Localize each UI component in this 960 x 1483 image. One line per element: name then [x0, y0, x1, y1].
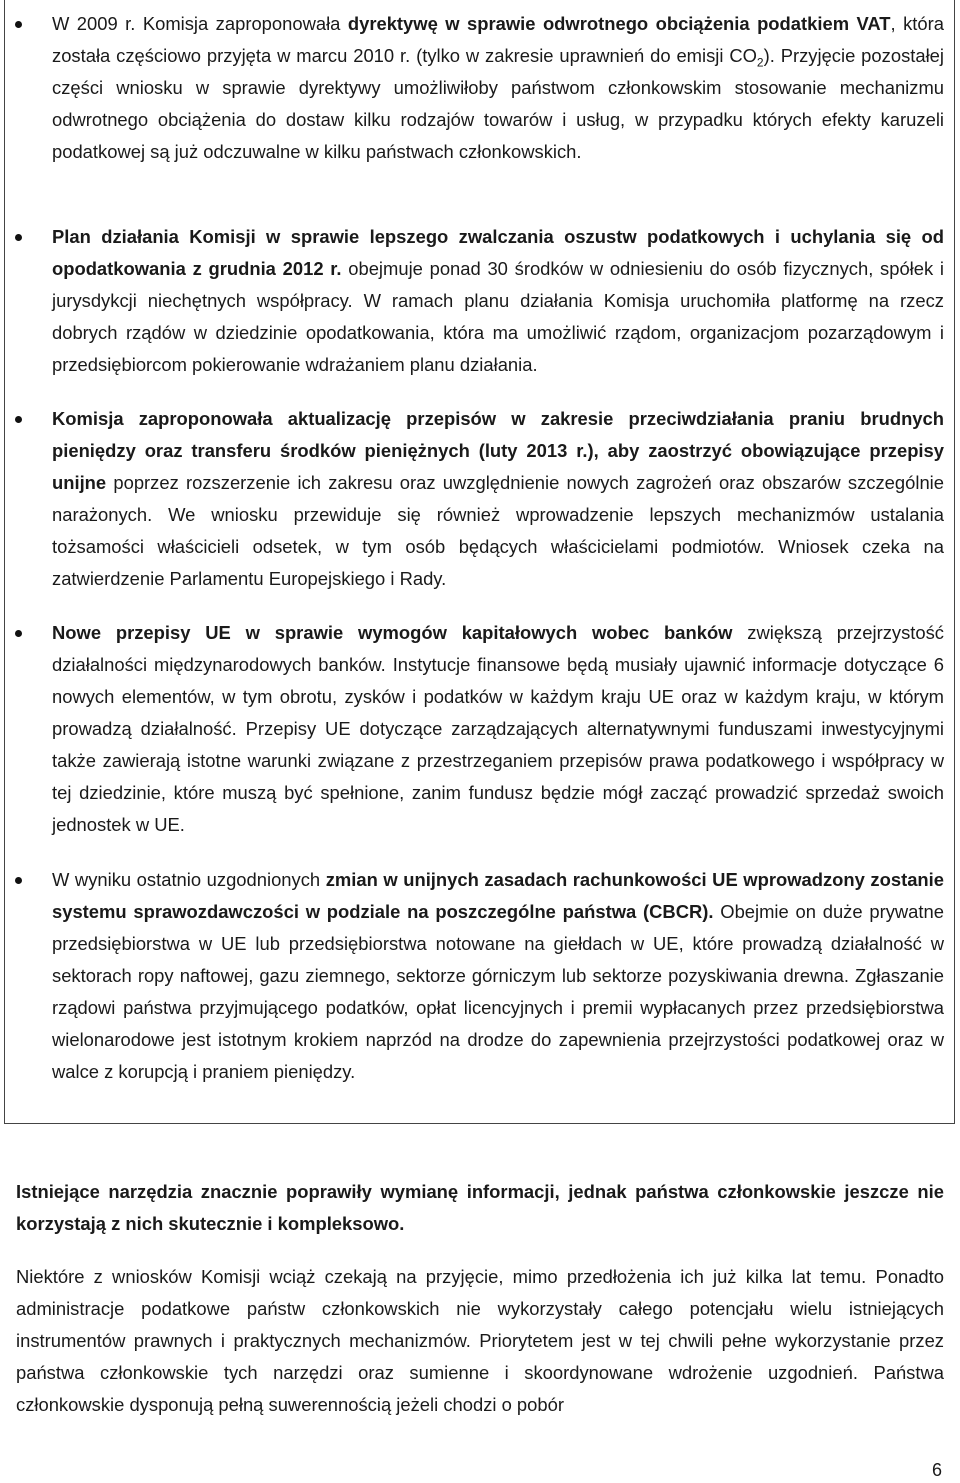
- body-paragraph: Niektóre z wniosków Komisji wciąż czekają na przyjęcie, mimo przedłożenia ich już kilka lat temu. Ponadto administracje podatkowe państw członkowskich nie wykorzystały całego potencjału wielu istniejących instrumentów prawnych i praktycznych mechanizmów. Priorytetem jest w tej chwili pełne wykorzystanie przez państwa członkowskie tych narzędzi oraz sumienne i skoordynowane wdrożenie uzgodnień. Państwa członkowskie dysponują pełną suwerennością jeżeli chodzi o pobór: [16, 1266, 944, 1415]
- bullet-dot-icon: [15, 234, 22, 241]
- bullet-dot-icon: [15, 630, 22, 637]
- bullet-text: [52, 8, 944, 168]
- text-run: Obejmie on duże prywatne przedsiębiorstwa w UE lub przedsiębiorstwa notowane na giełdach w UE, które prowadzą działalność w sektorach ropy naftowej, gazu ziemnego, sektorze górniczym lub sektorze pozyskiwania drewna. Zgłaszanie rządowi państwa przyjmującego podatków, opłat licencyjnych i premii wypłacanych przez przedsiębiorstwa wielonarodowe jest istotnym krokiem naprzód na drodze do zapewnienia przejrzystości podatkowej oraz w walce z korupcją i praniem pieniędzy.: [52, 901, 944, 1082]
- text-run: ). Przyjęcie pozostałej części wniosku w sprawie dyrektywy umożliwiłoby państwom członkowskim stosowanie mechanizmu odwrotnego obciążenia do dostaw kilku rodzajów towarów i usług, w przypadku których efekty karuzeli podatkowej są już odczuwalne w kilku państwach członkowskich.: [52, 45, 944, 162]
- text-run: poprzez rozszerzenie ich zakresu oraz uwzględnienie nowych zagrożeń oraz obszarów szczególnie narażonych. We wniosku przewiduje się również wprowadzenie lepszych mechanizmów ustalania tożsamości właścicieli odsetek, w tym osób będących właścicielami podmiotów. Wniosek czeka na zatwierdzenie Parlamentu Europejskiego i Rady.: [52, 472, 944, 589]
- bullet-dot-icon: [15, 416, 22, 423]
- text-run: W 2009 r. Komisja zaproponowała: [52, 13, 348, 34]
- page-number: 6: [931, 1460, 942, 1480]
- bold-text-run: Nowe przepisy UE w sprawie wymogów kapitałowych wobec banków: [52, 622, 733, 643]
- bold-text-run: dyrektywę w sprawie odwrotnego obciążenia podatkiem VAT: [347, 13, 891, 34]
- bold-text-run: Plan działania Komisji w sprawie lepszego zwalczania oszustw podatkowych i uchylania się od opodatkowania z grudnia 2012 r.: [52, 226, 944, 279]
- bullet-text: [52, 221, 944, 381]
- text-run: 2: [756, 55, 764, 70]
- text-run: obejmuje ponad 30 środków w odniesieniu do osób fizycznych, spółek i jurysdykcji niechętnych współpracy. W ramach planu działania Komisja uruchomiła platformę na rzecz dobrych rządów w dziedzinie opodatkowania, która ma umożliwić rządom, organizacjom pozarządowym i przedsiębiorcom pokierowanie wdrażaniem planu działania.: [52, 258, 944, 375]
- section-heading-paragraph: Istniejące narzędzia znacznie poprawiły wymianę informacji, jednak państwa członkowskie jeszcze nie korzystają z nich skutecznie i kompleksowo.: [16, 1181, 944, 1234]
- bold-text-run: zmian w unijnych zasadach rachunkowości UE wprowadzony zostanie systemu sprawozdawczości w podziale na poszczególne państwa (CBCR).: [52, 869, 945, 922]
- text-run: zwiększą przejrzystość działalności międzynarodowych banków. Instytucje finansowe będą musiały ujawnić informacje dotyczące 6 nowych elementów, w tym obrotu, zysków i podatków w każdym kraju UE oraz w każdym kraju, w którym prowadzą działalność. Przepisy UE dotyczące zarządzających alternatywnymi funduszami inwestycyjnymi także zawierają istotne warunki związane z przestrzeganiem przepisów prawa podatkowego i współpracy w tej dziedzinie, które muszą być spełnione, zanim fundusz będzie mógł zacząć prowadzić sprzedaż swoich jednostek w UE.: [52, 622, 945, 835]
- bullet-dot-icon: [15, 877, 22, 884]
- bullet-text: [52, 617, 944, 841]
- bold-text-run: Komisja zaproponowała aktualizację przepisów w zakresie przeciwdziałania praniu brudnych pieniędzy oraz transferu środków pieniężnych (luty 2013 r.), aby zaostrzyć obowiązujące przepisy unijne: [52, 408, 944, 493]
- bullet-text: [52, 403, 944, 595]
- bullet-text: [52, 864, 944, 1088]
- text-run: W wyniku ostatnio uzgodnionych: [52, 869, 326, 890]
- text-run: , która została częściowo przyjęta w marcu 2010 r. (tylko w zakresie uprawnień do emisji CO: [52, 13, 944, 66]
- bullet-dot-icon: [15, 21, 22, 28]
